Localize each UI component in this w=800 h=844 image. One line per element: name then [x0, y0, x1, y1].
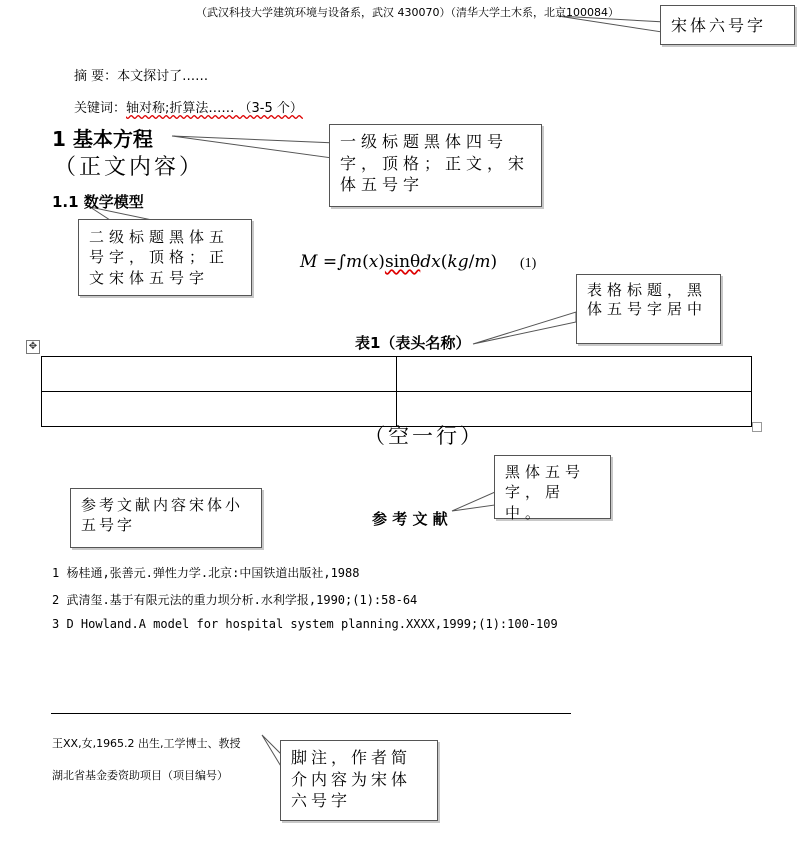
abstract-label: 摘 要： [74, 69, 118, 84]
table-resize-handle[interactable] [752, 422, 762, 432]
document-table [41, 356, 752, 427]
abstract-line [74, 65, 208, 84]
formula-number: (1) [520, 256, 537, 271]
keywords-label: 关键词： [74, 101, 127, 116]
leader-table-title [473, 312, 576, 344]
formula: M =∫m(x)sinθdx(kg/m) [300, 252, 498, 272]
footnote-separator [51, 713, 571, 714]
keywords-line [74, 97, 303, 116]
blank-line-note: （空一行） [364, 424, 484, 448]
callout-ref-content: 参考文献内容宋体小五号字 [70, 488, 262, 548]
callout-footnote: 脚注，作者简介内容为宋体六号字 [280, 740, 438, 821]
table-row [42, 357, 752, 392]
callout-level1-heading: 一级标题黑体四号字，顶格；正文，宋体五号字 [329, 124, 542, 207]
keywords-text: 轴对称;折算法…… （3-5 个） [126, 101, 303, 116]
reference-item: 1 杨桂通,张善元.弹性力学.北京:中国铁道出版社,1988 [52, 566, 360, 580]
leader-footnote [262, 735, 282, 768]
affiliation-line: （武汉科技大学建筑环境与设备系，武汉 430070）（清华大学土木系，北京100084） [196, 6, 619, 19]
table-cell[interactable] [42, 357, 397, 392]
table-cell[interactable] [397, 357, 752, 392]
table-cell[interactable] [42, 392, 397, 427]
callout-level2-heading: 二级标题黑体五号字，顶格；正文宋体五号字 [78, 219, 252, 296]
section-1-heading: 1 基本方程 [52, 127, 153, 151]
references-title: 参 考 文 献 [372, 510, 448, 528]
reference-item: 3 D Howland.A model for hospital system planning.XXXX,1999;(1):100-109 [52, 617, 558, 631]
table-move-handle-icon[interactable]: ✥ [26, 340, 40, 354]
footnote-fund: 湖北省基金委资助项目（项目编号） [52, 769, 228, 782]
section-1-1-heading: 1.1 数学模型 [52, 193, 144, 211]
table-caption: 表1（表头名称） [355, 334, 471, 352]
reference-item: 2 武清玺.基于有限元法的重力坝分析.水利学报,1990;(1):58-64 [52, 593, 418, 607]
callout-table-title: 表格标题，黑体五号字居中 [576, 274, 721, 344]
callout-font-size: 宋体六号字 [660, 5, 795, 45]
callout-ref-title: 黑体五号字，居中。 [494, 455, 611, 519]
section-1-body: （正文内容） [54, 155, 205, 180]
footnote-author: 王XX,女,1965.2 出生,工学博士、教授 [52, 737, 241, 750]
leader-ref-title [452, 492, 495, 511]
abstract-text: 本文探讨了…… [117, 69, 209, 84]
